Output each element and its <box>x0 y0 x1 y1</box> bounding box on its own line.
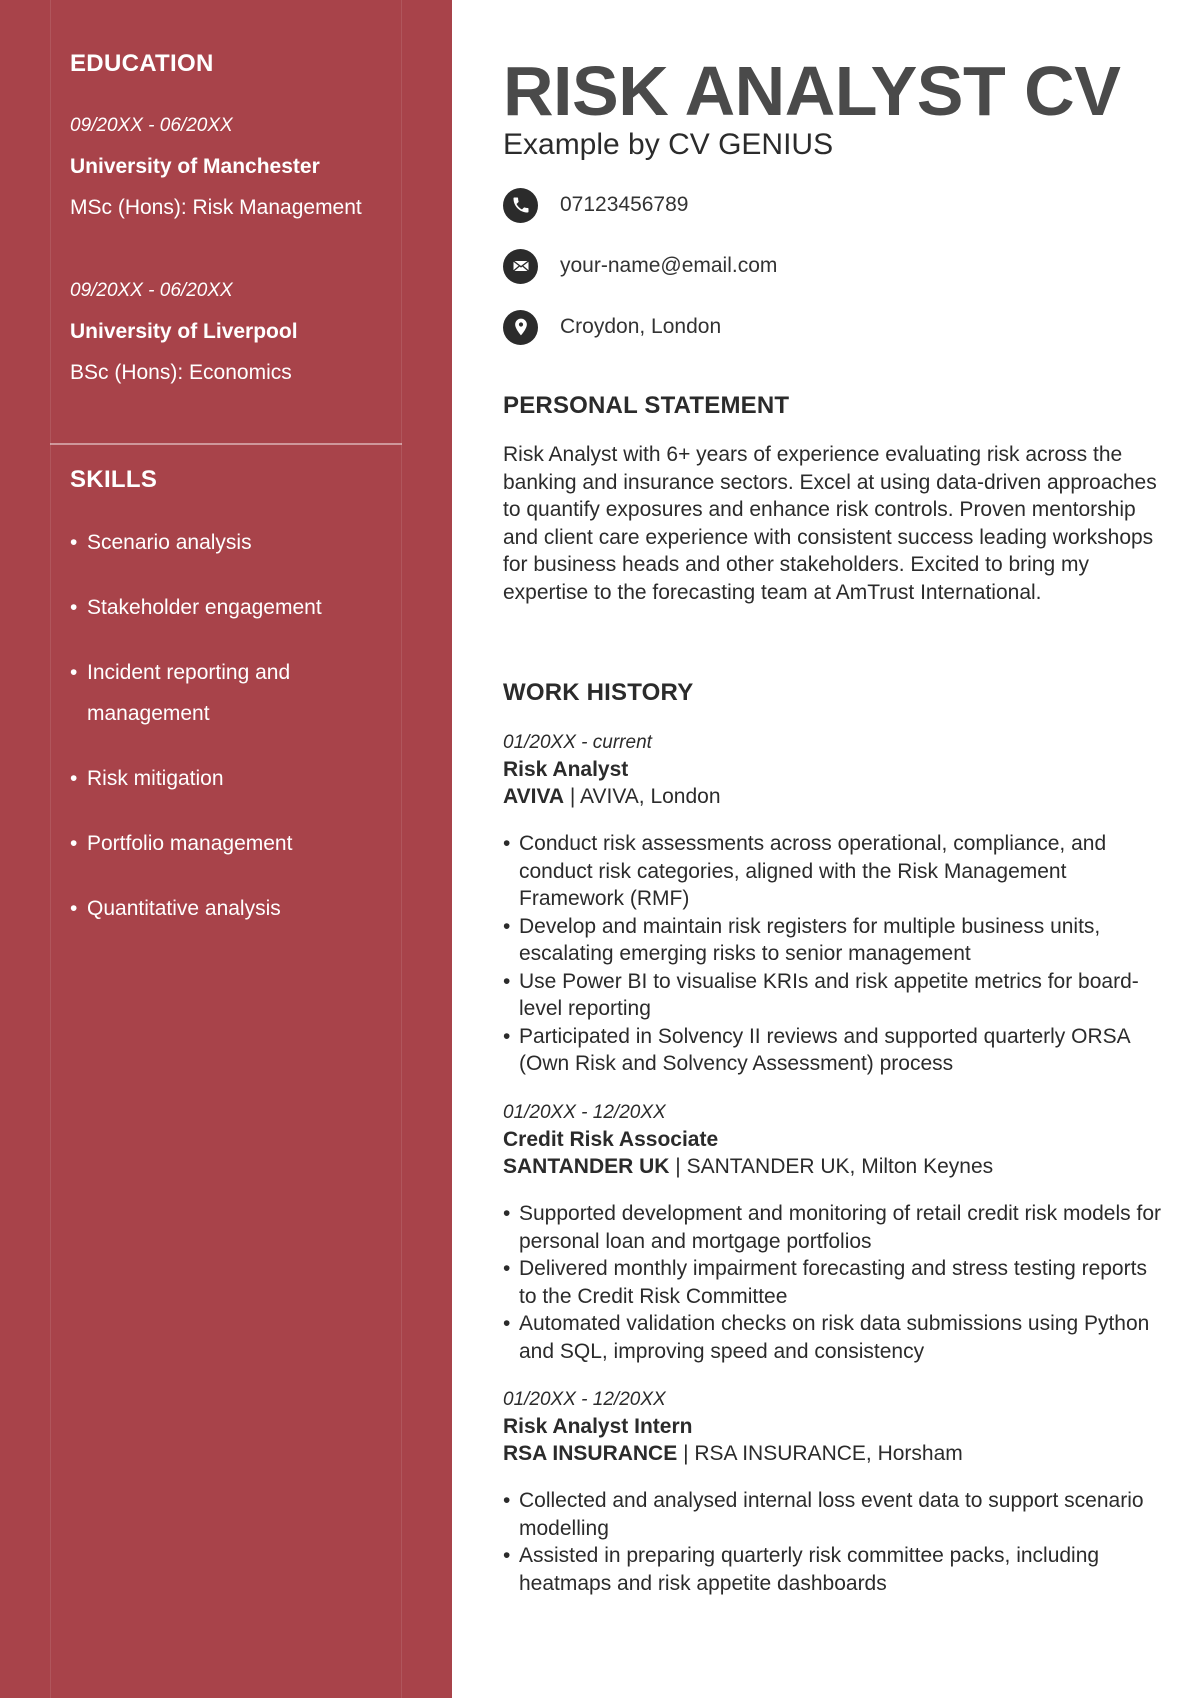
company-location: | SANTANDER UK, Milton Keynes <box>675 1155 994 1178</box>
job-dates: 01/20XX - 12/20XX <box>503 1389 666 1410</box>
job-entry <box>503 1386 1163 1597</box>
job-title: Risk Analyst Intern <box>503 1415 693 1438</box>
bullet-icon: • <box>503 1312 511 1335</box>
job-bullets <box>503 1487 1163 1597</box>
company-name: RSA INSURANCE <box>503 1442 678 1465</box>
contact-email <box>503 248 777 284</box>
bullet-text: Automated validation checks on risk data submissions using Python and SQL, improving speed and consistency <box>519 1312 1150 1363</box>
bullet-icon: • <box>70 897 78 920</box>
skill-label: Risk mitigation <box>87 767 224 790</box>
skills-heading: SKILLS <box>70 466 158 493</box>
job-bullet <box>503 1542 1163 1597</box>
contact-phone <box>503 187 688 223</box>
job-bullet <box>503 1310 1163 1365</box>
bullet-icon: • <box>70 661 78 684</box>
personal-statement-heading: PERSONAL STATEMENT <box>503 392 790 419</box>
phone-icon <box>503 188 538 223</box>
bullet-text: Use Power BI to visualise KRIs and risk appetite metrics for board-level reporting <box>519 969 1139 1020</box>
bullet-text: Delivered monthly impairment forecasting and stress testing reports to the Credit Risk Committee <box>519 1257 1147 1308</box>
phone-number: 07123456789 <box>560 193 689 216</box>
education-degree: BSc (Hons): Economics <box>70 361 292 384</box>
work-history-heading: WORK HISTORY <box>503 679 694 706</box>
bullet-icon: • <box>503 1202 511 1225</box>
bullet-text: Participated in Solvency II reviews and supported quarterly ORSA (Own Risk and Solvency Assessment) process <box>519 1024 1130 1075</box>
job-company <box>503 783 1163 810</box>
job-company <box>503 1153 1163 1180</box>
email-address: your-name@email.com <box>560 254 778 277</box>
cv-title: RISK ANALYST CV <box>503 52 1121 130</box>
bullet-text: Collected and analysed internal loss event data to support scenario modelling <box>519 1489 1144 1540</box>
education-degree: MSc (Hons): Risk Management <box>70 196 362 219</box>
skill-label: Quantitative analysis <box>87 897 281 920</box>
skill-item <box>70 652 390 734</box>
bullet-icon: • <box>503 1544 511 1567</box>
job-bullet <box>503 1255 1163 1310</box>
sidebar-guide-line <box>401 0 402 1698</box>
bullet-icon: • <box>70 531 78 554</box>
job-title: Credit Risk Associate <box>503 1128 719 1151</box>
job-company <box>503 1440 1163 1467</box>
company-name: SANTANDER UK <box>503 1155 670 1178</box>
job-bullet <box>503 1200 1163 1255</box>
bullet-text: Assisted in preparing quarterly risk committee packs, including heatmaps and risk appetite dashboards <box>519 1544 1100 1595</box>
sidebar <box>0 0 452 1698</box>
job-entry <box>503 729 1163 1078</box>
job-bullets <box>503 830 1163 1078</box>
location-pin-icon <box>503 310 538 345</box>
job-bullet <box>503 968 1163 1023</box>
education-dates: 09/20XX - 06/20XX <box>70 280 233 301</box>
contact-location <box>503 309 721 345</box>
bullet-icon: • <box>503 1257 511 1280</box>
job-dates: 01/20XX - current <box>503 732 652 753</box>
bullet-text: Conduct risk assessments across operational, compliance, and conduct risk categories, aligned with the Risk Management Framework (RMF) <box>519 832 1107 910</box>
skill-item <box>70 587 390 628</box>
sidebar-guide-line <box>50 0 51 1698</box>
location-text: Croydon, London <box>560 315 722 338</box>
education-school: University of Liverpool <box>70 320 298 343</box>
bullet-icon: • <box>503 1489 511 1512</box>
company-name: AVIVA <box>503 785 565 808</box>
job-entry <box>503 1099 1163 1365</box>
company-location: | RSA INSURANCE, Horsham <box>683 1442 963 1465</box>
bullet-text: Supported development and monitoring of retail credit risk models for personal loan and mortgage portfolios <box>519 1202 1161 1253</box>
bullet-icon: • <box>503 914 511 938</box>
sidebar-divider <box>50 443 402 445</box>
bullet-icon: • <box>70 832 78 855</box>
job-bullet <box>503 913 1163 968</box>
skill-item <box>70 758 390 799</box>
bullet-icon: • <box>503 969 511 993</box>
bullet-icon: • <box>503 832 511 855</box>
job-bullets <box>503 1200 1163 1365</box>
bullet-icon: • <box>70 767 78 790</box>
skill-label: Scenario analysis <box>87 531 252 554</box>
skill-label: Portfolio management <box>87 832 293 855</box>
envelope-icon <box>503 249 538 284</box>
bullet-icon: • <box>70 596 78 619</box>
bullet-icon: • <box>503 1024 511 1048</box>
skill-label: Incident reporting and management <box>87 661 291 725</box>
skill-label: Stakeholder engagement <box>87 596 322 619</box>
skill-item <box>70 888 390 929</box>
job-dates: 01/20XX - 12/20XX <box>503 1102 666 1123</box>
education-school: University of Manchester <box>70 155 320 178</box>
job-bullet <box>503 1023 1163 1078</box>
cv-subtitle: Example by CV GENIUS <box>503 128 834 161</box>
skill-item <box>70 823 390 864</box>
education-dates: 09/20XX - 06/20XX <box>70 115 233 136</box>
personal-statement-text: Risk Analyst with 6+ years of experience evaluating risk across the banking and insurance sectors. Excel at using data-driven approaches to quantify exposures and enhance risk controls. Proven mentorship and client care experience with consistent success leading workshops for business heads and other stakeholders. Excited to bring my expertise to the forecasting team at AmTrust International. <box>503 443 1157 604</box>
skills-list <box>70 522 390 953</box>
job-bullet <box>503 1487 1163 1542</box>
job-bullet <box>503 830 1163 913</box>
job-title: Risk Analyst <box>503 758 629 781</box>
company-location: | AVIVA, London <box>569 785 721 808</box>
education-heading: EDUCATION <box>70 50 214 77</box>
skill-item <box>70 522 390 563</box>
bullet-text: Develop and maintain risk registers for multiple business units, escalating emerging risks to senior management <box>519 914 1101 965</box>
